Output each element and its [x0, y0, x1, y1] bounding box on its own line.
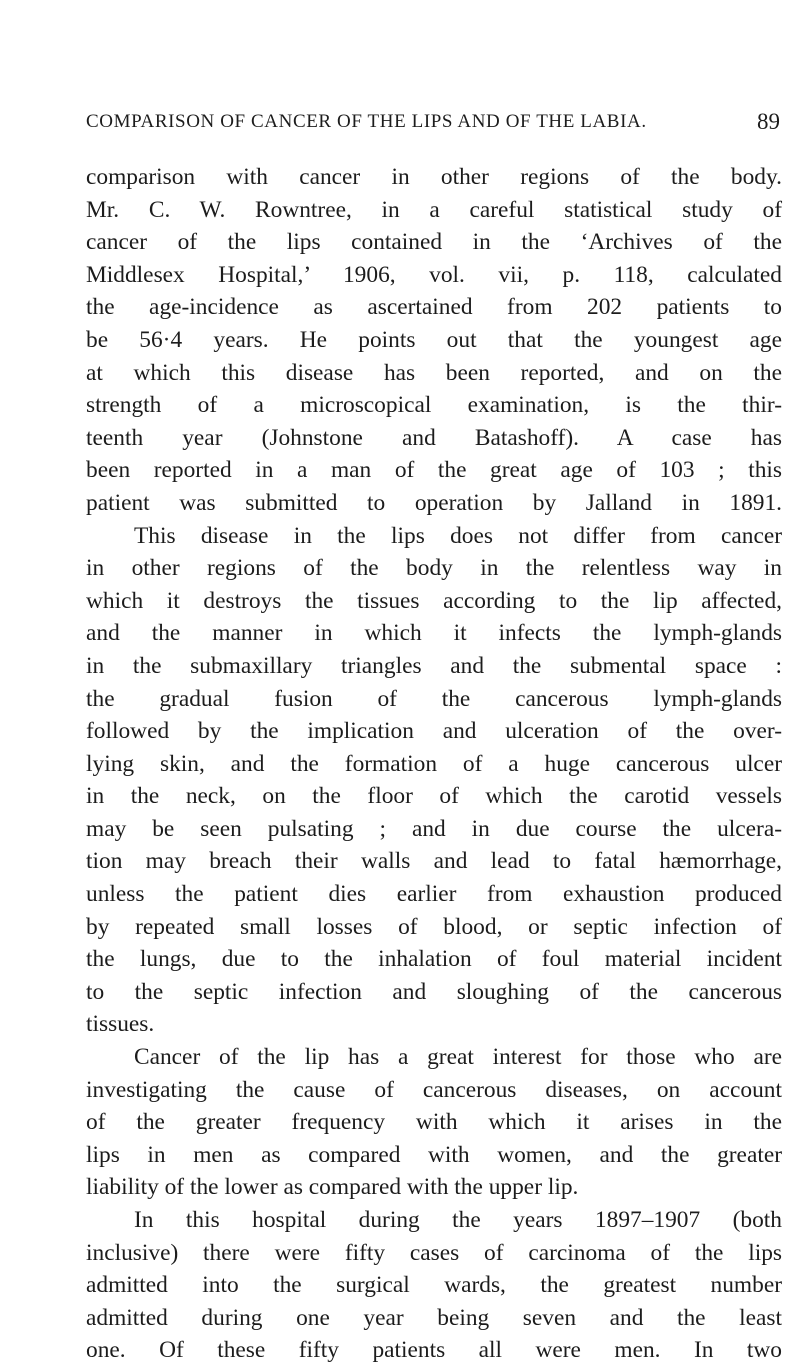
text-line: been reported in a man of the great age of 103 ; this	[86, 457, 782, 484]
text-line: tion may breach their walls and lead to fatal hæmorrhage,	[86, 848, 782, 875]
text-line: In this hospital during the years 1897–1907 (both	[134, 1207, 782, 1233]
text-line: which it destroys the tissues according to the lip affected,	[86, 587, 782, 614]
text-line: Mr. C. W. Rowntree, in a careful statistical study of	[86, 196, 782, 223]
text-line: cancer of the lips contained in the ‘Archives of the	[86, 229, 782, 256]
text-line: This disease in the lips does not differ from cancer	[134, 522, 782, 549]
text-line: the age-incidence as ascertained from 202 patients to	[86, 294, 782, 321]
text-line: to the septic infection and sloughing of the cancerous	[86, 978, 782, 1005]
text-line: liability of the lower as compared with the upper lip.	[86, 1174, 579, 1201]
running-title: COMPARISON OF CANCER OF THE LIPS AND OF THE LABIA.	[86, 111, 647, 132]
text-line: Middlesex Hospital,’ 1906, vol. vii, p. 118, calculated	[86, 261, 782, 288]
running-head	[86, 108, 780, 136]
text-line: investigating the cause of cancerous diseases, on account	[86, 1076, 782, 1103]
text-line: lips in men as compared with women, and the greater	[86, 1141, 782, 1168]
text-line: patient was submitted to operation by Jalland in 1891.	[86, 489, 782, 516]
text-line: be 56·4 years. He points out that the youngest age	[86, 326, 782, 353]
text-line: Cancer of the lip has a great interest for those who are	[134, 1044, 782, 1071]
text-line: inclusive) there were fifty cases of carcinoma of the lips	[86, 1239, 782, 1266]
text-line: strength of a microscopical examination, is the thir-	[86, 392, 782, 419]
text-line: teenth year (Johnstone and Batashoff). A case has	[86, 424, 782, 451]
text-line: one. Of these fifty patients all were men. In two	[86, 1337, 782, 1364]
text-line: and the manner in which it infects the lymph-glands	[86, 620, 782, 647]
text-line: comparison with cancer in other regions of the body.	[86, 164, 782, 190]
text-line: followed by the implication and ulceration of the over-	[86, 718, 782, 745]
text-line: admitted into the surgical wards, the greatest number	[86, 1272, 782, 1299]
text-line: in the neck, on the floor of which the carotid vessels	[86, 783, 782, 810]
text-line: unless the patient dies earlier from exhaustion produced	[86, 881, 782, 908]
text-line: lying skin, and the formation of a huge cancerous ulcer	[86, 750, 782, 777]
page-number: 89	[757, 109, 780, 134]
text-line: admitted during one year being seven and the least	[86, 1304, 782, 1331]
text-line: in other regions of the body in the relentless way in	[86, 555, 782, 582]
text-line: may be seen pulsating ; and in due course the ulcera-	[86, 815, 782, 842]
text-line: in the submaxillary triangles and the submental space :	[86, 652, 782, 679]
text-line: by repeated small losses of blood, or septic infection of	[86, 913, 782, 940]
text-line: at which this disease has been reported, and on the	[86, 359, 782, 386]
text-line: the gradual fusion of the cancerous lymph-glands	[86, 685, 782, 712]
body-text	[86, 161, 782, 1367]
text-line: tissues.	[86, 1011, 155, 1038]
text-line: the lungs, due to the inhalation of foul material incident	[86, 946, 782, 973]
text-line: of the greater frequency with which it arises in the	[86, 1109, 782, 1136]
